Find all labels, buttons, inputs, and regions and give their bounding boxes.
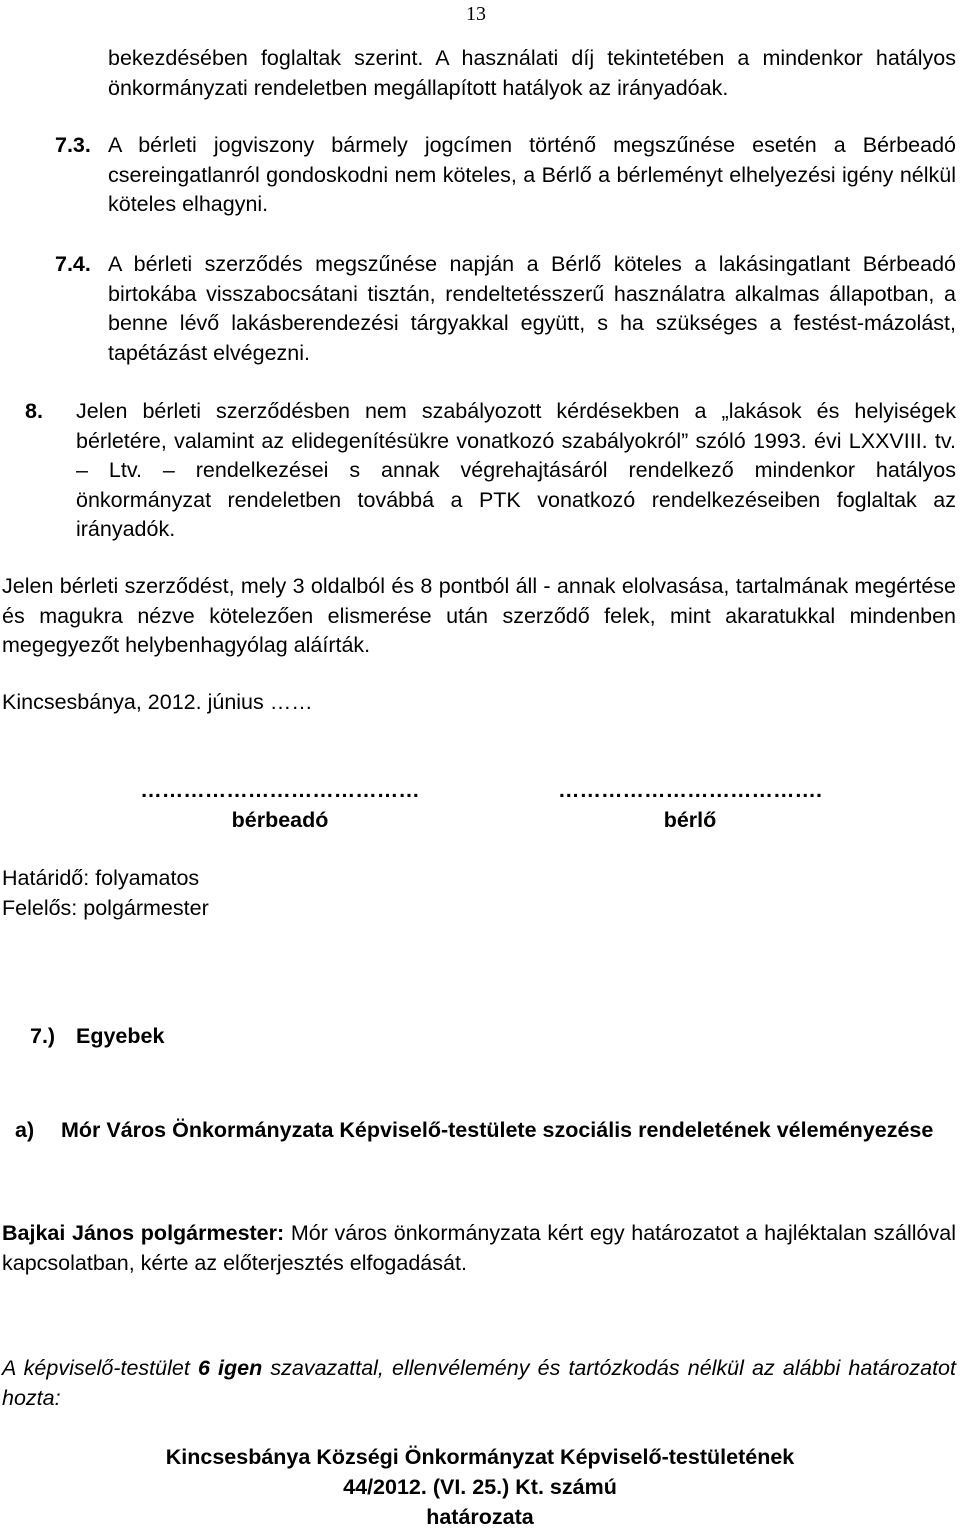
resolution-line-2: 44/2012. (VI. 25.) Kt. számú [343, 1475, 617, 1499]
paragraph-text: A bérleti jogviszony bármely jogcímen történő megszűnése esetén a Bérbeadó csereingatlanról gondoskodni nem köteles, a Bérlő a bérleményt elhelyezési igény nélkül köteles elhagyni. [108, 133, 956, 216]
resolution-line-3: határozata [426, 1505, 534, 1529]
responsible-person: Felelős: polgármester [2, 896, 209, 920]
resolution-heading [0, 1442, 960, 1532]
signature-dots: ………………………………. [558, 778, 822, 802]
speaker-name: Bajkai János polgármester: [2, 1221, 285, 1245]
statement-text: Mór város önkormányzata kért egy határozatot a hajléktalan szállóval kapcsolatban, kérte az előterjesztés elfogadását. [2, 1221, 956, 1275]
paragraph-number: 8. [25, 399, 43, 423]
paragraph-8 [25, 397, 956, 545]
place-date: Kincsesbánya, 2012. június …… [2, 690, 313, 714]
closing-paragraph: Jelen bérleti szerződést, mely 3 oldalból és 8 pontból áll - annak elolvasása, tartalmának megértése és magukra nézve kötelezően elismerése után szerződő felek, mint akaratukkal mindenben megegyezőt helybenhagyólag aláírták. [2, 574, 956, 657]
paragraph-7-4 [55, 250, 956, 368]
agenda-item-title: Mór Város Önkormányzata Képviselő-testülete szociális rendeletének véleményezése [61, 1118, 934, 1142]
vote-text-start: A képviselő-testület [2, 1356, 190, 1380]
agenda-item-a [15, 1116, 956, 1146]
deadline: Határidő: folyamatos [2, 866, 200, 890]
signature-line-landlord [100, 776, 460, 835]
resolution-line-1: Kincsesbánya Községi Önkormányzat Képviselő-testületének [165, 1445, 795, 1469]
section-number: 7.) [30, 1024, 56, 1048]
paragraph-number: 7.4. [55, 252, 91, 276]
agenda-item-label: a) [15, 1118, 35, 1142]
page-number: 13 [466, 3, 486, 25]
vote-count: 6 igen [197, 1356, 263, 1380]
signature-dots: ………………………………… [140, 778, 420, 802]
signature-label: bérbeadó [231, 807, 329, 832]
paragraph-continuation: bekezdésében foglaltak szerint. A használati díj tekintetében a mindenkor hatályos önkormányzati rendeletben megállapított hatályok az irányadóak. [108, 46, 956, 100]
mayor-statement [2, 1219, 956, 1278]
signature-line-tenant [510, 776, 870, 835]
paragraph-number: 7.3. [55, 133, 91, 157]
vote-statement [2, 1354, 956, 1413]
paragraph-7-3 [55, 131, 956, 220]
paragraph-text: A bérleti szerződés megszűnése napján a Bérlő köteles a lakásingatlant Bérbeadó birtokába visszabocsátani tisztán, rendeltetésszerű használatra alkalmas állapotban, a benne lévő lakásberendezési tárgyakkal együtt, s ha szükséges a festést-mázolást, tapétázást elvégezni. [108, 252, 956, 365]
paragraph-text: Jelen bérleti szerződésben nem szabályozott kérdésekben a „lakások és helyiségek bérletére, valamint az elidegenítésükre vonatkozó szabályokról” szóló 1993. évi LXXVIII. tv. – Ltv. – rendelkezései s annak végrehajtásáról rendelkező mindenkor hatályos önkormányzat rendeletben továbbá a PTK vonatkozó rendelkezéseiben foglaltak az irányadók. [76, 399, 956, 541]
vote-text-end: szavazattal, ellenvélemény és tartózkodás nélkül az alábbi határozatot hozta: [2, 1356, 956, 1410]
section-title: Egyebek [76, 1024, 165, 1048]
signature-label: bérlő [663, 807, 717, 832]
